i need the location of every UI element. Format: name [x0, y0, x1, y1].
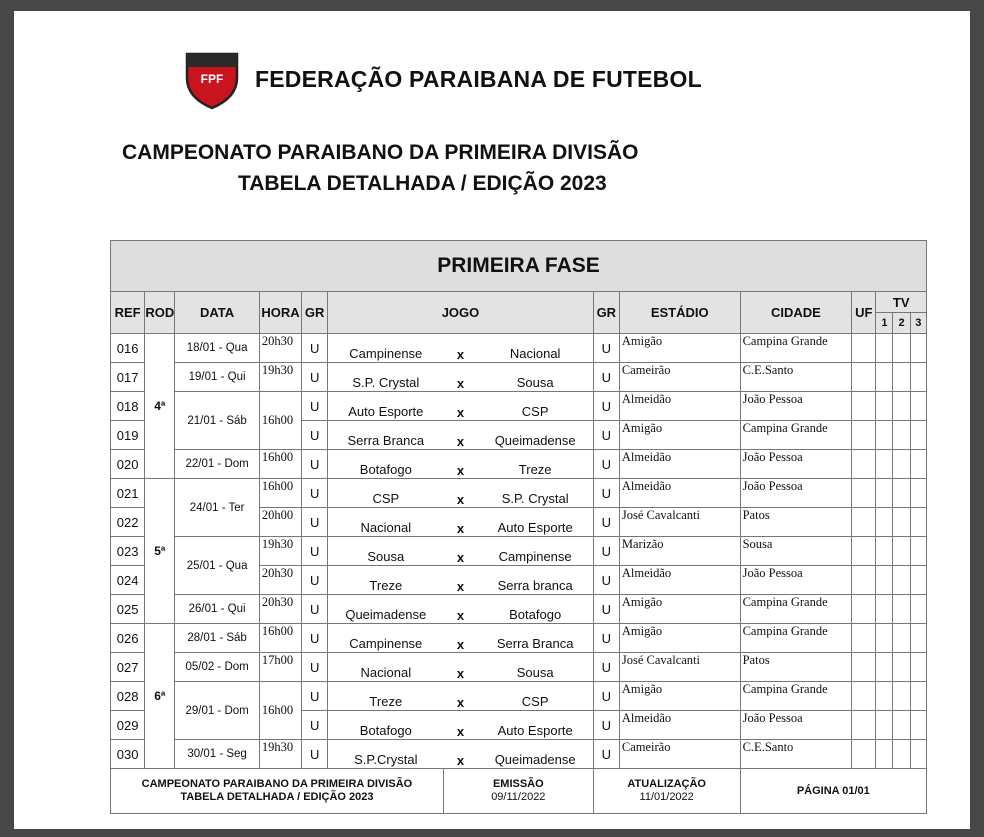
uf-cell — [852, 711, 876, 740]
home-team: S.P.Crystal — [328, 740, 444, 769]
stadium-cell: Almeidão — [619, 450, 740, 479]
tv3-cell — [910, 537, 926, 566]
tv3-cell — [910, 740, 926, 769]
col-tv-1: 1 — [876, 313, 893, 334]
table-row — [111, 624, 927, 653]
gr-cell: U — [302, 566, 328, 595]
gr-cell: U — [302, 508, 328, 537]
stadium-cell: Amigão — [619, 682, 740, 711]
gr-cell: U — [302, 537, 328, 566]
gr-cell: U — [302, 682, 328, 711]
date-cell: 21/01 - Sáb — [175, 392, 259, 450]
versus-mark: x — [443, 450, 477, 479]
tv3-cell — [910, 421, 926, 450]
tv3-cell — [910, 450, 926, 479]
tv1-cell — [876, 566, 893, 595]
round-cell: 6ª — [145, 624, 175, 769]
gr2-cell: U — [593, 508, 619, 537]
ref-cell: 018 — [111, 392, 145, 421]
tv3-cell — [910, 363, 926, 392]
gr-cell: U — [302, 363, 328, 392]
tv3-cell — [910, 566, 926, 595]
uf-cell — [852, 334, 876, 363]
tv2-cell — [893, 334, 910, 363]
hour-cell: 16h00 — [259, 392, 301, 450]
gr-cell: U — [302, 479, 328, 508]
gr2-cell: U — [593, 711, 619, 740]
gr-cell: U — [302, 392, 328, 421]
city-cell: Campina Grande — [740, 682, 852, 711]
gr2-cell: U — [593, 682, 619, 711]
ref-cell: 017 — [111, 363, 145, 392]
gr-cell: U — [302, 653, 328, 682]
gr-cell: U — [302, 334, 328, 363]
gr2-cell: U — [593, 537, 619, 566]
gr2-cell: U — [593, 624, 619, 653]
col-uf: UF — [852, 292, 876, 334]
gr2-cell: U — [593, 479, 619, 508]
tv1-cell — [876, 711, 893, 740]
home-team: Serra Branca — [328, 421, 444, 450]
date-cell: 30/01 - Seg — [175, 740, 259, 769]
tv2-cell — [893, 392, 910, 421]
away-team: Botafogo — [478, 595, 594, 624]
uf-cell — [852, 392, 876, 421]
hour-cell: 16h00 — [259, 624, 301, 653]
date-cell: 25/01 - Qua — [175, 537, 259, 595]
tv2-cell — [893, 537, 910, 566]
col-tv-3: 3 — [910, 313, 926, 334]
table-row — [111, 334, 927, 363]
tv1-cell — [876, 421, 893, 450]
away-team: Sousa — [478, 653, 594, 682]
uf-cell — [852, 363, 876, 392]
tv1-cell — [876, 740, 893, 769]
uf-cell — [852, 740, 876, 769]
tv3-cell — [910, 711, 926, 740]
hour-cell: 16h00 — [259, 479, 301, 508]
home-team: Botafogo — [328, 450, 444, 479]
logo-text: FPF — [200, 72, 224, 86]
uf-cell — [852, 508, 876, 537]
tv1-cell — [876, 392, 893, 421]
table-row — [111, 740, 927, 769]
city-cell: Campina Grande — [740, 421, 852, 450]
home-team: Campinense — [328, 334, 444, 363]
ref-cell: 027 — [111, 653, 145, 682]
footer-title-line1: CAMPEONATO PARAIBANO DA PRIMEIRA DIVISÃO — [141, 778, 413, 790]
gr2-cell: U — [593, 392, 619, 421]
round-cell: 5ª — [145, 479, 175, 624]
gr-cell: U — [302, 740, 328, 769]
stadium-cell: Almeidão — [619, 392, 740, 421]
city-cell: Sousa — [740, 537, 852, 566]
uf-cell — [852, 537, 876, 566]
tv1-cell — [876, 334, 893, 363]
schedule-table — [110, 240, 927, 814]
date-cell: 28/01 - Sáb — [175, 624, 259, 653]
city-cell: Campina Grande — [740, 595, 852, 624]
tv2-cell — [893, 450, 910, 479]
date-cell: 05/02 - Dom — [175, 653, 259, 682]
hour-cell: 20h30 — [259, 595, 301, 624]
footer-title — [111, 769, 444, 814]
gr2-cell: U — [593, 653, 619, 682]
home-team: CSP — [328, 479, 444, 508]
uf-cell — [852, 479, 876, 508]
city-cell: João Pessoa — [740, 392, 852, 421]
away-team: Campinense — [478, 537, 594, 566]
footer-atualizacao — [593, 769, 740, 814]
ref-cell: 020 — [111, 450, 145, 479]
ref-cell: 022 — [111, 508, 145, 537]
tv3-cell — [910, 479, 926, 508]
gr2-cell: U — [593, 334, 619, 363]
ref-cell: 029 — [111, 711, 145, 740]
versus-mark: x — [443, 566, 477, 595]
tv2-cell — [893, 624, 910, 653]
date-cell: 29/01 - Dom — [175, 682, 259, 740]
stadium-cell: Almeidão — [619, 479, 740, 508]
away-team: CSP — [478, 682, 594, 711]
versus-mark: x — [443, 421, 477, 450]
gr-cell: U — [302, 421, 328, 450]
away-team: Serra Branca — [478, 624, 594, 653]
ref-cell: 026 — [111, 624, 145, 653]
stadium-cell: Almeidão — [619, 711, 740, 740]
stadium-cell: José Cavalcanti — [619, 653, 740, 682]
round-cell: 4ª — [145, 334, 175, 479]
home-team: Campinense — [328, 624, 444, 653]
hour-cell: 19h30 — [259, 537, 301, 566]
city-cell: João Pessoa — [740, 566, 852, 595]
home-team: Sousa — [328, 537, 444, 566]
gr-cell: U — [302, 450, 328, 479]
uf-cell — [852, 421, 876, 450]
document-title: CAMPEONATO PARAIBANO DA PRIMEIRA DIVISÃO — [122, 141, 639, 164]
hour-cell: 16h00 — [259, 682, 301, 740]
tv1-cell — [876, 624, 893, 653]
tv1-cell — [876, 479, 893, 508]
tv3-cell — [910, 392, 926, 421]
tv2-cell — [893, 653, 910, 682]
phase-title: PRIMEIRA FASE — [111, 241, 927, 292]
col-data: DATA — [175, 292, 259, 334]
tv2-cell — [893, 363, 910, 392]
versus-mark: x — [443, 537, 477, 566]
home-team: Treze — [328, 566, 444, 595]
ref-cell: 030 — [111, 740, 145, 769]
footer-page-number: PÁGINA 01/01 — [740, 769, 926, 814]
home-team: Queimadense — [328, 595, 444, 624]
table-row — [111, 392, 927, 421]
date-cell: 26/01 - Qui — [175, 595, 259, 624]
col-jogo: JOGO — [328, 292, 594, 334]
atualizacao-value: 11/01/2022 — [639, 791, 694, 803]
home-team: S.P. Crystal — [328, 363, 444, 392]
col-estadio: ESTÁDIO — [619, 292, 740, 334]
away-team: Nacional — [478, 334, 594, 363]
col-rod: ROD — [145, 292, 175, 334]
city-cell: C.E.Santo — [740, 363, 852, 392]
footer-title-line2: TABELA DETALHADA / EDIÇÃO 2023 — [180, 791, 374, 803]
tv1-cell — [876, 363, 893, 392]
versus-mark: x — [443, 363, 477, 392]
stadium-cell: Cameirão — [619, 363, 740, 392]
tv3-cell — [910, 508, 926, 537]
tv3-cell — [910, 595, 926, 624]
ref-cell: 023 — [111, 537, 145, 566]
uf-cell — [852, 653, 876, 682]
home-team: Nacional — [328, 508, 444, 537]
city-cell: C.E.Santo — [740, 740, 852, 769]
emissao-value: 09/11/2022 — [491, 791, 546, 803]
col-hora: HORA — [259, 292, 301, 334]
tv2-cell — [893, 508, 910, 537]
gr2-cell: U — [593, 363, 619, 392]
hour-cell: 19h30 — [259, 363, 301, 392]
versus-mark: x — [443, 711, 477, 740]
organization-name: FEDERAÇÃO PARAIBANA DE FUTEBOL — [255, 66, 702, 92]
gr2-cell: U — [593, 740, 619, 769]
versus-mark: x — [443, 595, 477, 624]
col-tv-2: 2 — [893, 313, 910, 334]
atualizacao-label: ATUALIZAÇÃO — [627, 778, 706, 790]
uf-cell — [852, 682, 876, 711]
footer-emissao — [443, 769, 593, 814]
tv1-cell — [876, 508, 893, 537]
col-cidade: CIDADE — [740, 292, 852, 334]
date-cell: 24/01 - Ter — [175, 479, 259, 537]
tv2-cell — [893, 479, 910, 508]
home-team: Nacional — [328, 653, 444, 682]
stadium-cell: Marizão — [619, 537, 740, 566]
away-team: Sousa — [478, 363, 594, 392]
tv1-cell — [876, 450, 893, 479]
city-cell: João Pessoa — [740, 711, 852, 740]
ref-cell: 021 — [111, 479, 145, 508]
away-team: Auto Esporte — [478, 711, 594, 740]
city-cell: João Pessoa — [740, 479, 852, 508]
tv3-cell — [910, 624, 926, 653]
table-row — [111, 537, 927, 566]
gr-cell: U — [302, 595, 328, 624]
table-row — [111, 479, 927, 508]
home-team: Auto Esporte — [328, 392, 444, 421]
date-cell: 19/01 - Qui — [175, 363, 259, 392]
tv3-cell — [910, 653, 926, 682]
tv1-cell — [876, 653, 893, 682]
schedule-rows — [111, 334, 927, 769]
uf-cell — [852, 566, 876, 595]
hour-cell: 20h30 — [259, 334, 301, 363]
emissao-label: EMISSÃO — [492, 778, 544, 790]
hour-cell: 16h00 — [259, 450, 301, 479]
city-cell: Patos — [740, 508, 852, 537]
versus-mark: x — [443, 392, 477, 421]
col-gr: GR — [302, 292, 328, 334]
tv2-cell — [893, 711, 910, 740]
tv3-cell — [910, 334, 926, 363]
stadium-cell: Amigão — [619, 595, 740, 624]
date-cell: 22/01 - Dom — [175, 450, 259, 479]
gr2-cell: U — [593, 595, 619, 624]
stadium-cell: Amigão — [619, 624, 740, 653]
tv2-cell — [893, 566, 910, 595]
ref-cell: 025 — [111, 595, 145, 624]
hour-cell: 20h30 — [259, 566, 301, 595]
city-cell: Patos — [740, 653, 852, 682]
col-gr2: GR — [593, 292, 619, 334]
ref-cell: 019 — [111, 421, 145, 450]
city-cell: Campina Grande — [740, 334, 852, 363]
gr2-cell: U — [593, 421, 619, 450]
city-cell: João Pessoa — [740, 450, 852, 479]
tv1-cell — [876, 537, 893, 566]
gr-cell: U — [302, 711, 328, 740]
tv3-cell — [910, 682, 926, 711]
gr2-cell: U — [593, 566, 619, 595]
gr2-cell: U — [593, 450, 619, 479]
home-team: Botafogo — [328, 711, 444, 740]
table-row — [111, 595, 927, 624]
col-ref: REF — [111, 292, 145, 334]
home-team: Treze — [328, 682, 444, 711]
fpf-shield-logo — [184, 50, 240, 110]
stadium-cell: Almeidão — [619, 566, 740, 595]
gr-cell: U — [302, 624, 328, 653]
versus-mark: x — [443, 740, 477, 769]
tv2-cell — [893, 421, 910, 450]
ref-cell: 016 — [111, 334, 145, 363]
stadium-cell: Cameirão — [619, 740, 740, 769]
versus-mark: x — [443, 653, 477, 682]
table-row — [111, 653, 927, 682]
stadium-cell: Amigão — [619, 421, 740, 450]
away-team: Auto Esporte — [478, 508, 594, 537]
versus-mark: x — [443, 624, 477, 653]
ref-cell: 024 — [111, 566, 145, 595]
tv2-cell — [893, 740, 910, 769]
away-team: CSP — [478, 392, 594, 421]
versus-mark: x — [443, 479, 477, 508]
table-row — [111, 363, 927, 392]
away-team: Serra branca — [478, 566, 594, 595]
ref-cell: 028 — [111, 682, 145, 711]
table-row — [111, 450, 927, 479]
versus-mark: x — [443, 334, 477, 363]
tv2-cell — [893, 682, 910, 711]
away-team: Treze — [478, 450, 594, 479]
tv2-cell — [893, 595, 910, 624]
away-team: S.P. Crystal — [478, 479, 594, 508]
hour-cell: 20h00 — [259, 508, 301, 537]
versus-mark: x — [443, 508, 477, 537]
uf-cell — [852, 624, 876, 653]
city-cell: Campina Grande — [740, 624, 852, 653]
uf-cell — [852, 595, 876, 624]
tv1-cell — [876, 682, 893, 711]
date-cell: 18/01 - Qua — [175, 334, 259, 363]
versus-mark: x — [443, 682, 477, 711]
away-team: Queimadense — [478, 421, 594, 450]
table-row — [111, 682, 927, 711]
col-tv: TV — [876, 292, 927, 313]
uf-cell — [852, 450, 876, 479]
tv1-cell — [876, 595, 893, 624]
stadium-cell: José Cavalcanti — [619, 508, 740, 537]
hour-cell: 19h30 — [259, 740, 301, 769]
away-team: Queimadense — [478, 740, 594, 769]
hour-cell: 17h00 — [259, 653, 301, 682]
document-subtitle: TABELA DETALHADA / EDIÇÃO 2023 — [238, 172, 607, 195]
stadium-cell: Amigão — [619, 334, 740, 363]
